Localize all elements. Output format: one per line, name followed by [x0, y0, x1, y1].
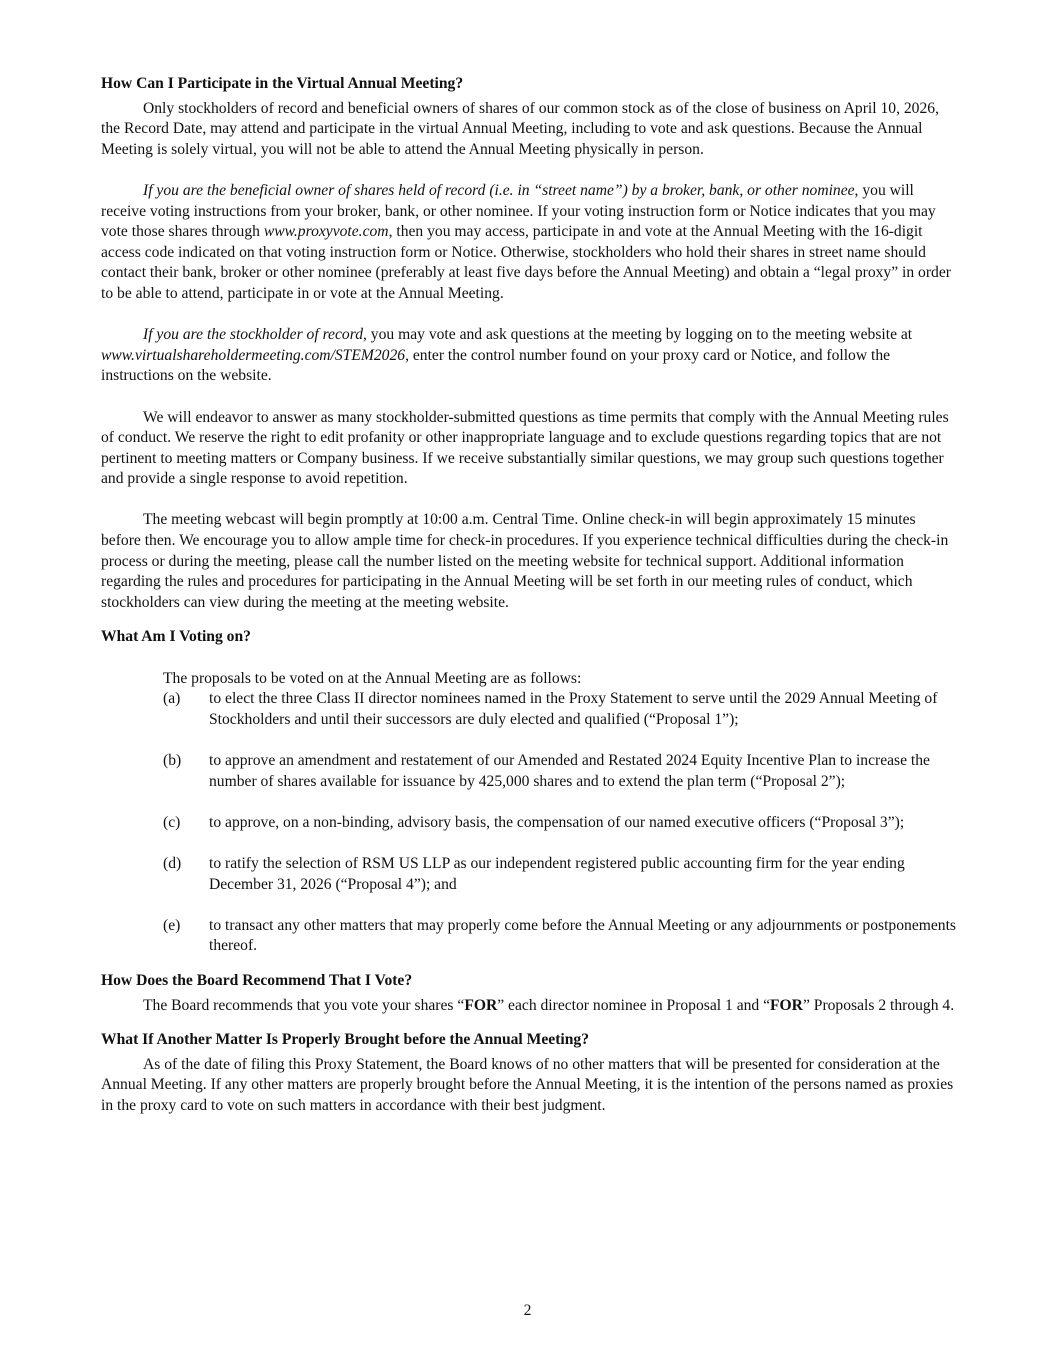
proposal-text: to approve, on a non-binding, advisory basis, the compensation of our named executive officers (“Proposal 3”); — [209, 813, 905, 831]
proposal-label: (b) — [163, 752, 182, 769]
paragraph-other-matters: As of the date of filing this Proxy Statement, the Board knows of no other matters that will be presented for consideration at the Annual Meeting. If any other matters are properly brought before the Annual Meeting, it is the intention of the persons named as proxies in the proxy card to vote on such matters in accordance with their best judgment. — [101, 1055, 954, 1114]
proposal-item-c — [163, 813, 957, 834]
paragraph-webcast: The meeting webcast will begin promptly at 10:00 a.m. Central Time. Online check-in will begin approximately 15 minutes before then. We encourage you to allow ample time for check-in procedures. If you experience technical difficulties during the check-in process or during the meeting, please call the number listed on the meeting website for technical support. Additional information regarding the rules and procedures for participating in the Annual Meeting will be set forth in our meeting rules of conduct, which stockholders can view during the meeting at the meeting website. — [101, 511, 949, 611]
meeting-website-link: www.virtualshareholdermeeting.com/STEM2026 — [101, 346, 406, 364]
italic-lead: If you are the stockholder of record — [143, 326, 363, 344]
proposal-text: to transact any other matters that may properly come before the Annual Meeting or any adjournments or postponements thereof. — [209, 916, 956, 955]
document-page — [101, 74, 957, 1117]
proxyvote-link: www.proxyvote.com — [263, 223, 389, 241]
proposal-label: (c) — [163, 813, 181, 831]
section-heading-other-matters: What If Another Matter Is Properly Brought before the Annual Meeting? — [101, 1031, 590, 1049]
proposal-item-b — [163, 751, 957, 792]
proposal-item-d — [163, 854, 957, 895]
proposal-text: to ratify the selection of RSM US LLP as our independent registered public accounting firm for the year ending December 31, 2026 (“Proposal 4”); and — [209, 854, 905, 893]
for-emphasis: FOR — [464, 996, 498, 1014]
paragraph-board-recommendation: The Board recommends that you vote your shares “FOR” each director nominee in Proposal 1 and “FOR” Proposals 2 through 4. — [143, 996, 955, 1014]
section-heading-voting-on: What Am I Voting on? — [101, 628, 251, 646]
paragraph-questions: We will endeavor to answer as many stockholder-submitted questions as time permits that comply with the Annual Meeting rules of conduct. We reserve the right to edit profanity or other inappropriate language and to exclude questions regarding topics that are not pertinent to meeting matters or Company business. If we receive substantially similar questions, we may group such questions together and provide a single response to avoid repetition. — [101, 408, 949, 488]
proposal-text: to approve an amendment and restatement of our Amended and Restated 2024 Equity Incentive Plan to increase the number of shares available for issuance by 425,000 shares and to extend the plan term (“Proposal 2”); — [209, 752, 930, 790]
for-emphasis: FOR — [770, 996, 803, 1014]
paragraph-stockholder-of-record: If you are the stockholder of record, you may vote and ask questions at the meeting by logging on to the meeting website at www.virtualshareholdermeeting.com/STEM2026, enter the control number found on your proxy card or Notice, and follow the instructions on the website. — [101, 326, 913, 385]
section-heading-board-recommend: How Does the Board Recommend That I Vote? — [101, 971, 413, 989]
proposal-label: (d) — [163, 854, 182, 872]
proposal-text: to elect the three Class II director nominees named in the Proxy Statement to serve until the 2029 Annual Meeting of Stockholders and until their successors are duly elected and qualified (“Proposal 1”); — [209, 690, 938, 728]
section-heading-participate: How Can I Participate in the Virtual Annual Meeting? — [101, 75, 464, 92]
paragraph-beneficial-owner: If you are the beneficial owner of shares held of record (i.e. in “street name”) by a broker, bank, or other nominee, you will receive voting instructions from your broker, bank, or other nominee. If your voting instruction form or Notice indicates that you may vote those shares through www.proxyvote.com, then you may access, participate in and vote at the Annual Meeting with the 16-digit access code indicated on that voting instruction form or Notice. Otherwise, stockholders who hold their shares in street name should contact their bank, broker or other nominee (preferably at least five days before the Annual Meeting) and obtain a “legal proxy” in order to be able to attend, participate in or vote at the Annual Meeting. — [101, 181, 951, 302]
proposal-item-e — [163, 916, 957, 957]
proposals-intro: The proposals to be voted on at the Annual Meeting are as follows: — [163, 669, 582, 687]
paragraph-eligibility: Only stockholders of record and beneficial owners of shares of our common stock as of the close of business on April 10, 2026, the Record Date, may attend and participate in the virtual Annual Meeting, including to vote and ask questions. Because the Annual Meeting is solely virtual, you will not be able to attend the Annual Meeting physically in person. — [101, 99, 939, 158]
italic-lead: If you are the beneficial owner of shares held of record (i.e. in “street name”) by a broker, bank, or other nominee — [143, 181, 855, 199]
proposal-label: (e) — [163, 916, 181, 934]
page-number: 2 — [523, 1302, 532, 1319]
proposal-label: (a) — [163, 690, 181, 708]
proposal-item-a — [163, 689, 957, 730]
